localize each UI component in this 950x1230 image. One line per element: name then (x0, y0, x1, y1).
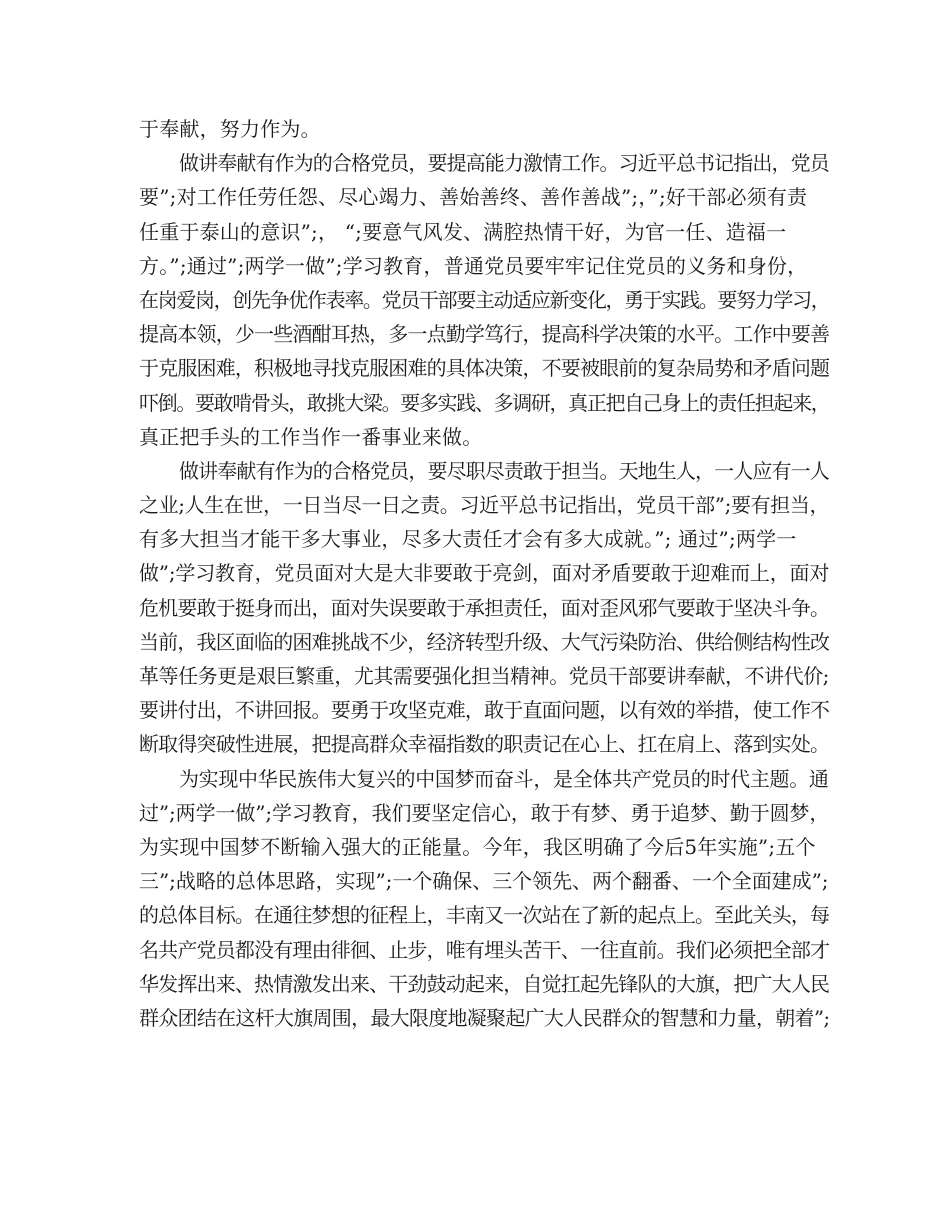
text-line: 在岗爱岗，创先争优作表率。党员干部要主动适应新变化，勇于实践。要努力学习， (139, 287, 830, 312)
text-line: 的总体目标。在通往梦想的征程上，丰南又一次站在了新的起点上。至此关头，每 (139, 903, 830, 928)
text-line: 过”;两学一做”;学习教育，我们要坚定信心，敢于有梦、勇于追梦、勤于圆梦， (139, 800, 830, 825)
text-line: 革等任务更是艰巨繁重，尤其需要强化担当精神。党员干部要讲奉献，不讲代价; (139, 664, 829, 688)
text-line: 危机要敢于挺身而出，面对失误要敢于承担责任，面对歪风邪气要敢于坚决斗争。 (139, 595, 830, 620)
text-line: 为实现中华民族伟大复兴的中国梦而奋斗，是全体共产党员的时代主题。通 (179, 766, 829, 791)
text-line: 名共产党员都没有理由徘徊、止步，唯有埋头苦干、一往直前。我们必须把全部才 (139, 937, 830, 962)
text-line: 当前，我区面临的困难挑战不少，经济转型升级、大气污染防治、供给侧结构性改 (139, 629, 830, 654)
text-line: 三”;战略的总体思路，实现”;一个确保、三个领先、两个翻番、一个全面建成”; (139, 869, 829, 894)
text-line: 为实现中国梦不断输入强大的正能量。今年，我区明确了今后5年实施”;五个 (139, 834, 816, 859)
text-line: 做讲奉献有作为的合格党员，要提高能力激情工作。习近平总书记指出，党员 (179, 151, 829, 176)
text-line: 要讲付出，不讲回报。要勇于攻坚克难，敢于直面问题，以有效的举措，使工作不 (139, 698, 830, 723)
text-line: 做讲奉献有作为的合格党员，要尽职尽责敢于担当。天地生人，一人应有一人 (179, 458, 829, 483)
text-line: 华发挥出来、热情激发出来、干劲鼓动起来，自觉扛起先锋队的大旗，把广大人民 (139, 971, 830, 996)
text-line: 群众团结在这杆大旗周围，最大限度地凝聚起广大人民群众的智慧和力量，朝着”; (139, 1005, 830, 1030)
text-line: 吓倒。要敢啃骨头，敢挑大梁。要多实践、多调研，真正把自己身上的责任担起来， (139, 390, 830, 415)
text-line: 要”;对工作任劳任怨、尽心竭力、善始善终、善作善战”;，”;好干部必须有责 (139, 185, 808, 210)
text-line: 方。”;通过”;两学一做”;学习教育，普通党员要牢牢记住党员的义务和身份， (139, 253, 808, 278)
text-line: 真正把手头的工作当作一番事业来做。 (139, 424, 483, 449)
text-line: 于克服困难，积极地寻找克服困难的具体决策，不要被眼前的复杂局势和矛盾问题 (139, 356, 830, 381)
text-line: 断取得突破性进展，把提高群众幸福指数的职责记在心上、扛在肩上、落到实处。 (139, 732, 830, 757)
text-line: 于奉献，努力作为。 (139, 117, 321, 141)
text-line: 有多大担当才能干多大事业，尽多大责任才会有多大成就。”; 通过”;两学一 (139, 527, 797, 552)
text-line: 任重于泰山的意识”;， “;要意气风发、满腔热情干好，为官一任、造福一 (139, 219, 787, 244)
text-line: 提高本领，少一些酒酣耳热，多一点勤学笃行，提高科学决策的水平。工作中要善 (139, 322, 830, 347)
document-body (139, 112, 829, 1035)
text-line: 之业;人生在世，一日当尽一日之责。习近平总书记指出，党员干部”;要有担当， (139, 493, 830, 518)
text-line: 做”;学习教育，党员面对大是大非要敢于亮剑，面对矛盾要敢于迎难而上，面对 (139, 561, 830, 586)
